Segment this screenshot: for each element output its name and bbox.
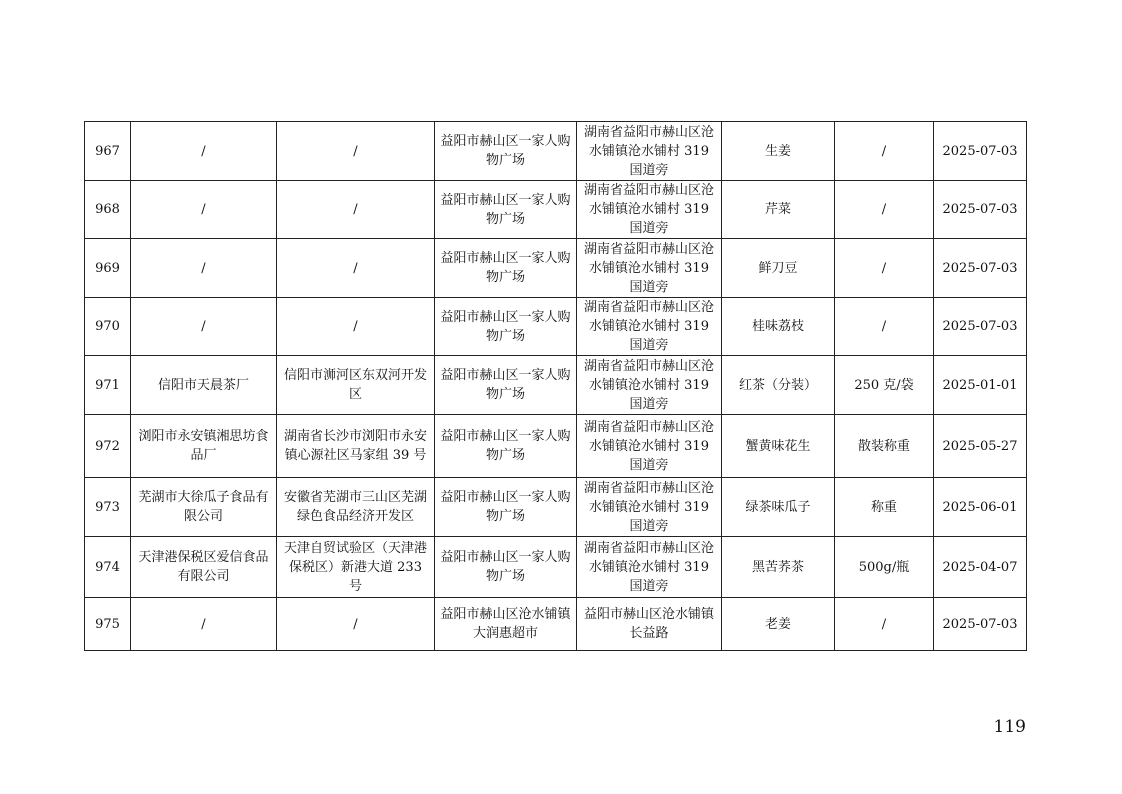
cell-manufacturer: 信阳市天晨茶厂 [131, 356, 277, 415]
cell-manufacturer: / [131, 298, 277, 356]
cell-seller: 益阳市赫山区一家人购物广场 [435, 415, 577, 478]
cell-specification: / [835, 122, 934, 181]
table-row [85, 298, 1027, 356]
table-row [85, 478, 1027, 537]
table-row [85, 537, 1027, 598]
cell-seller-address: 湖南省益阳市赫山区沧水铺镇沧水铺村 319 国道旁 [577, 356, 722, 415]
cell-manufacturer: 芜湖市大徐瓜子食品有限公司 [131, 478, 277, 537]
cell-production-date: 2025-01-01 [934, 356, 1027, 415]
sampling-table [84, 121, 1027, 651]
table-row [85, 356, 1027, 415]
cell-seller-address: 湖南省益阳市赫山区沧水铺镇沧水铺村 319 国道旁 [577, 537, 722, 598]
cell-production-date: 2025-06-01 [934, 478, 1027, 537]
cell-production-date: 2025-07-03 [934, 298, 1027, 356]
cell-specification: / [835, 598, 934, 651]
cell-manufacturer-address: / [277, 122, 435, 181]
cell-manufacturer-address: / [277, 181, 435, 239]
cell-product-name: 蟹黄味花生 [722, 415, 835, 478]
cell-product-name: 黑苦荞茶 [722, 537, 835, 598]
cell-specification: / [835, 298, 934, 356]
cell-seller: 益阳市赫山区一家人购物广场 [435, 478, 577, 537]
table-row [85, 181, 1027, 239]
cell-specification: / [835, 181, 934, 239]
cell-seller-address: 湖南省益阳市赫山区沧水铺镇沧水铺村 319 国道旁 [577, 122, 722, 181]
cell-serial-number: 968 [85, 181, 131, 239]
cell-production-date: 2025-07-03 [934, 239, 1027, 298]
cell-seller-address: 湖南省益阳市赫山区沧水铺镇沧水铺村 319 国道旁 [577, 415, 722, 478]
cell-manufacturer-address: 安徽省芜湖市三山区芜湖绿色食品经济开发区 [277, 478, 435, 537]
cell-serial-number: 974 [85, 537, 131, 598]
cell-production-date: 2025-07-03 [934, 181, 1027, 239]
cell-specification: 散装称重 [835, 415, 934, 478]
cell-product-name: 老姜 [722, 598, 835, 651]
cell-seller-address: 湖南省益阳市赫山区沧水铺镇沧水铺村 319 国道旁 [577, 181, 722, 239]
cell-manufacturer-address: / [277, 598, 435, 651]
cell-manufacturer-address: 湖南省长沙市浏阳市永安镇心源社区马家组 39 号 [277, 415, 435, 478]
cell-specification: 称重 [835, 478, 934, 537]
cell-seller: 益阳市赫山区一家人购物广场 [435, 181, 577, 239]
cell-manufacturer-address: 天津自贸试验区（天津港保税区）新港大道 233 号 [277, 537, 435, 598]
cell-production-date: 2025-07-03 [934, 122, 1027, 181]
cell-seller-address: 湖南省益阳市赫山区沧水铺镇沧水铺村 319 国道旁 [577, 298, 722, 356]
cell-production-date: 2025-07-03 [934, 598, 1027, 651]
cell-production-date: 2025-05-27 [934, 415, 1027, 478]
cell-seller: 益阳市赫山区沧水铺镇大润惠超市 [435, 598, 577, 651]
cell-manufacturer-address: / [277, 239, 435, 298]
cell-manufacturer: / [131, 239, 277, 298]
table-row [85, 239, 1027, 298]
cell-manufacturer: / [131, 598, 277, 651]
cell-manufacturer: / [131, 181, 277, 239]
table-row [85, 415, 1027, 478]
cell-seller: 益阳市赫山区一家人购物广场 [435, 122, 577, 181]
cell-serial-number: 972 [85, 415, 131, 478]
cell-manufacturer-address: / [277, 298, 435, 356]
cell-product-name: 桂味荔枝 [722, 298, 835, 356]
cell-product-name: 鲜刀豆 [722, 239, 835, 298]
cell-seller-address: 益阳市赫山区沧水铺镇长益路 [577, 598, 722, 651]
cell-specification: 500g/瓶 [835, 537, 934, 598]
cell-seller: 益阳市赫山区一家人购物广场 [435, 298, 577, 356]
cell-serial-number: 969 [85, 239, 131, 298]
table-body [85, 122, 1027, 651]
cell-specification: 250 克/袋 [835, 356, 934, 415]
table-row [85, 122, 1027, 181]
cell-serial-number: 967 [85, 122, 131, 181]
page-number: 119 [993, 717, 1026, 737]
cell-product-name: 生姜 [722, 122, 835, 181]
cell-production-date: 2025-04-07 [934, 537, 1027, 598]
cell-seller-address: 湖南省益阳市赫山区沧水铺镇沧水铺村 319 国道旁 [577, 239, 722, 298]
cell-specification: / [835, 239, 934, 298]
cell-seller: 益阳市赫山区一家人购物广场 [435, 537, 577, 598]
cell-product-name: 绿茶味瓜子 [722, 478, 835, 537]
table-row [85, 598, 1027, 651]
cell-manufacturer-address: 信阳市浉河区东双河开发区 [277, 356, 435, 415]
cell-seller-address: 湖南省益阳市赫山区沧水铺镇沧水铺村 319 国道旁 [577, 478, 722, 537]
cell-serial-number: 970 [85, 298, 131, 356]
cell-serial-number: 971 [85, 356, 131, 415]
cell-manufacturer: 浏阳市永安镇湘思坊食品厂 [131, 415, 277, 478]
cell-seller: 益阳市赫山区一家人购物广场 [435, 239, 577, 298]
cell-seller: 益阳市赫山区一家人购物广场 [435, 356, 577, 415]
cell-manufacturer: 天津港保税区爱信食品有限公司 [131, 537, 277, 598]
cell-serial-number: 975 [85, 598, 131, 651]
cell-serial-number: 973 [85, 478, 131, 537]
cell-product-name: 芹菜 [722, 181, 835, 239]
cell-product-name: 红茶（分装） [722, 356, 835, 415]
cell-manufacturer: / [131, 122, 277, 181]
